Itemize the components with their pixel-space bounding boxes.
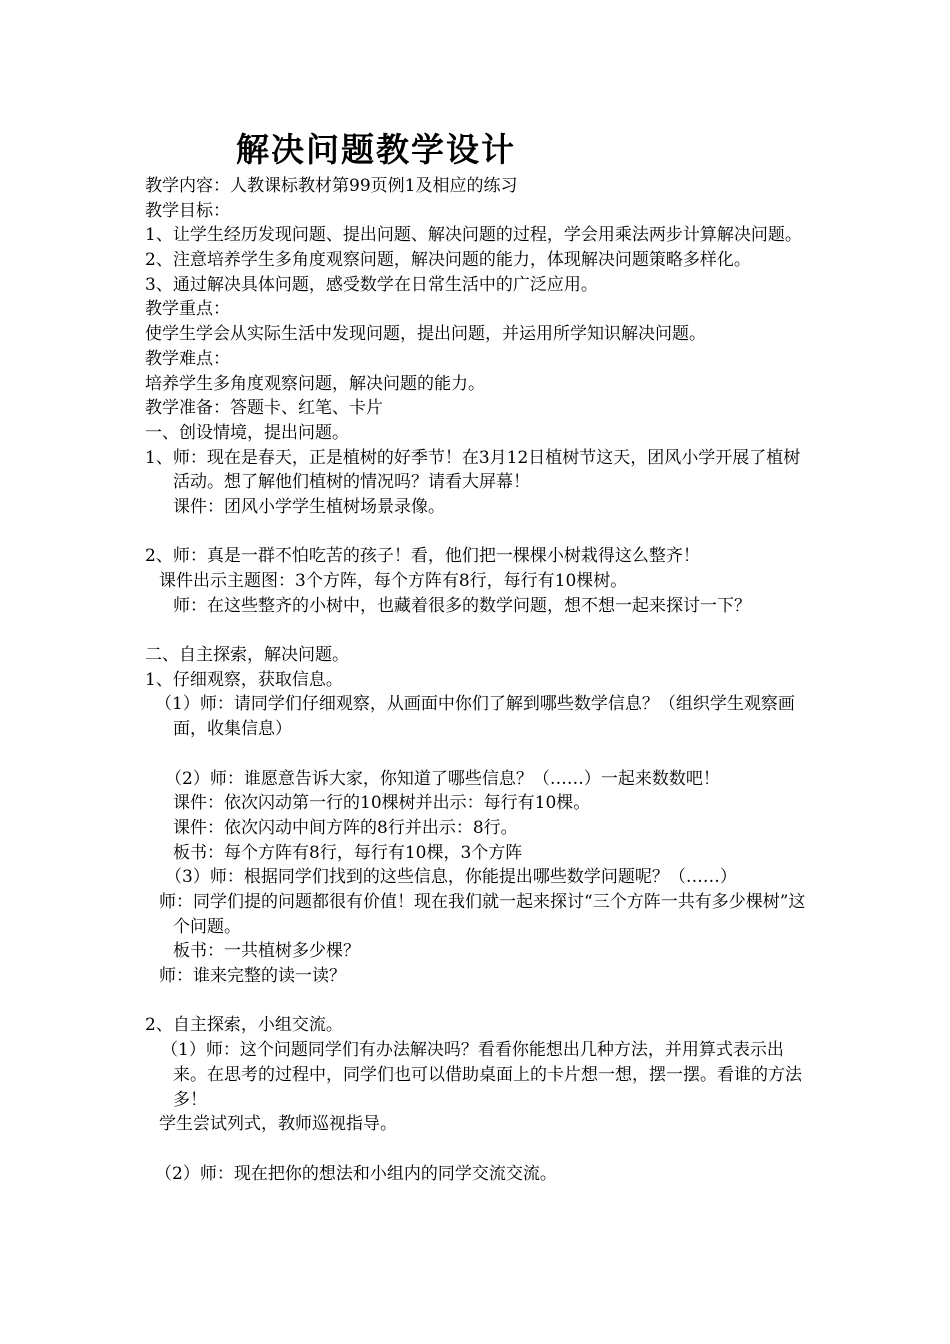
paragraph-explore-1: （1）师：这个问题同学们有办法解决吗？看看你能想出几种方法，并用算式表示出来。在思考的过程中，同学们也可以借助桌面上的卡片想一想，摆一摆。看谁的方法多！ (161, 1040, 802, 1110)
paragraph-courseware-3: 课件：依次闪动第一行的10棵树并出示：每行有10棵。 (173, 793, 591, 814)
paragraph-step-2: 2、师：真是一群不怕吃苦的孩子！看，他们把一棵棵小树栽得这么整齐！ (145, 546, 700, 567)
document-body (145, 174, 813, 1186)
blank-line (145, 1137, 813, 1162)
subheading-observe: 1、仔细观察，获取信息。 (145, 669, 343, 690)
paragraph-goal-1: 1、让学生经历发现问题、提出问题、解决问题的过程，学会用乘法两步计算解决问题。 (145, 225, 802, 246)
paragraph-goal-3: 3、通过解决具体问题，感受数学在日常生活中的广泛应用。 (145, 274, 598, 295)
heading-teaching-goals: 教学目标： (145, 200, 230, 221)
blank-line (145, 520, 813, 545)
paragraph-observe-3: （3）师：根据同学们找到的这些信息，你能提出哪些数学问题呢？（……） (165, 867, 737, 888)
paragraph-preparation: 教学准备：答题卡、红笔、卡片 (145, 398, 383, 419)
paragraph-explore-2: （2）师：现在把你的想法和小组内的同学交流交流。 (155, 1163, 557, 1184)
document-title: 解决问题教学设计 (236, 130, 516, 169)
paragraph-teacher-question: 师：在这些整齐的小树中，也藏着很多的数学问题，想不想一起来探讨一下？ (173, 595, 751, 616)
paragraph-key-points: 使学生学会从实际生活中发现问题，提出问题，并运用所学知识解决问题。 (145, 324, 706, 345)
paragraph-teacher-discuss: 师：同学们提的问题都很有价值！现在我们就一起来探讨“三个方阵一共有多少棵树”这个问题。 (159, 892, 806, 937)
blank-line (145, 989, 813, 1014)
blank-line (145, 618, 813, 643)
paragraph-board-2: 板书：一共植树多少棵？ (173, 941, 360, 962)
blank-line (145, 742, 813, 767)
heading-key-points: 教学重点： (145, 299, 230, 320)
paragraph-goal-2: 2、注意培养学生多角度观察问题，解决问题的能力，体现解决问题策略多样化。 (145, 250, 751, 271)
heading-difficulties: 教学难点： (145, 348, 230, 369)
paragraph-step-1: 1、师：现在是春天，正是植树的好季节！在3月12日植树节这天，团风小学开展了植树活动。想了解他们植树的情况吗？请看大屏幕！ (145, 447, 801, 493)
paragraph-observe-2: （2）师：谁愿意告诉大家，你知道了哪些信息？（……）一起来数数吧！ (165, 768, 720, 789)
subheading-explore: 2、自主探索，小组交流。 (145, 1015, 343, 1036)
paragraph-courseware-1: 课件：团风小学学生植树场景录像。 (173, 496, 445, 517)
paragraph-courseware-2: 课件出示主题图：3个方阵，每个方阵有8行，每行有10棵树。 (159, 571, 628, 592)
paragraph-difficulties: 培养学生多角度观察问题，解决问题的能力。 (145, 373, 485, 394)
paragraph-board-1: 板书：每个方阵有8行，每行有10棵，3个方阵 (173, 842, 523, 863)
paragraph-teaching-content: 教学内容：人教课标教材第99页例1及相应的练习 (145, 176, 518, 196)
paragraph-courseware-4: 课件：依次闪动中间方阵的8行并出示：8行。 (173, 817, 518, 838)
paragraph-teacher-read: 师：谁来完整的读一读？ (159, 966, 346, 987)
section-heading-2: 二、自主探索，解决问题。 (145, 645, 349, 666)
paragraph-observe-1: （1）师：请同学们仔细观察，从画面中你们了解到哪些数学信息？（组织学生观察画面，收集信息） (155, 694, 795, 740)
section-heading-1: 一、创设情境，提出问题。 (145, 422, 349, 443)
paragraph-student-try: 学生尝试列式，教师巡视指导。 (159, 1114, 397, 1135)
